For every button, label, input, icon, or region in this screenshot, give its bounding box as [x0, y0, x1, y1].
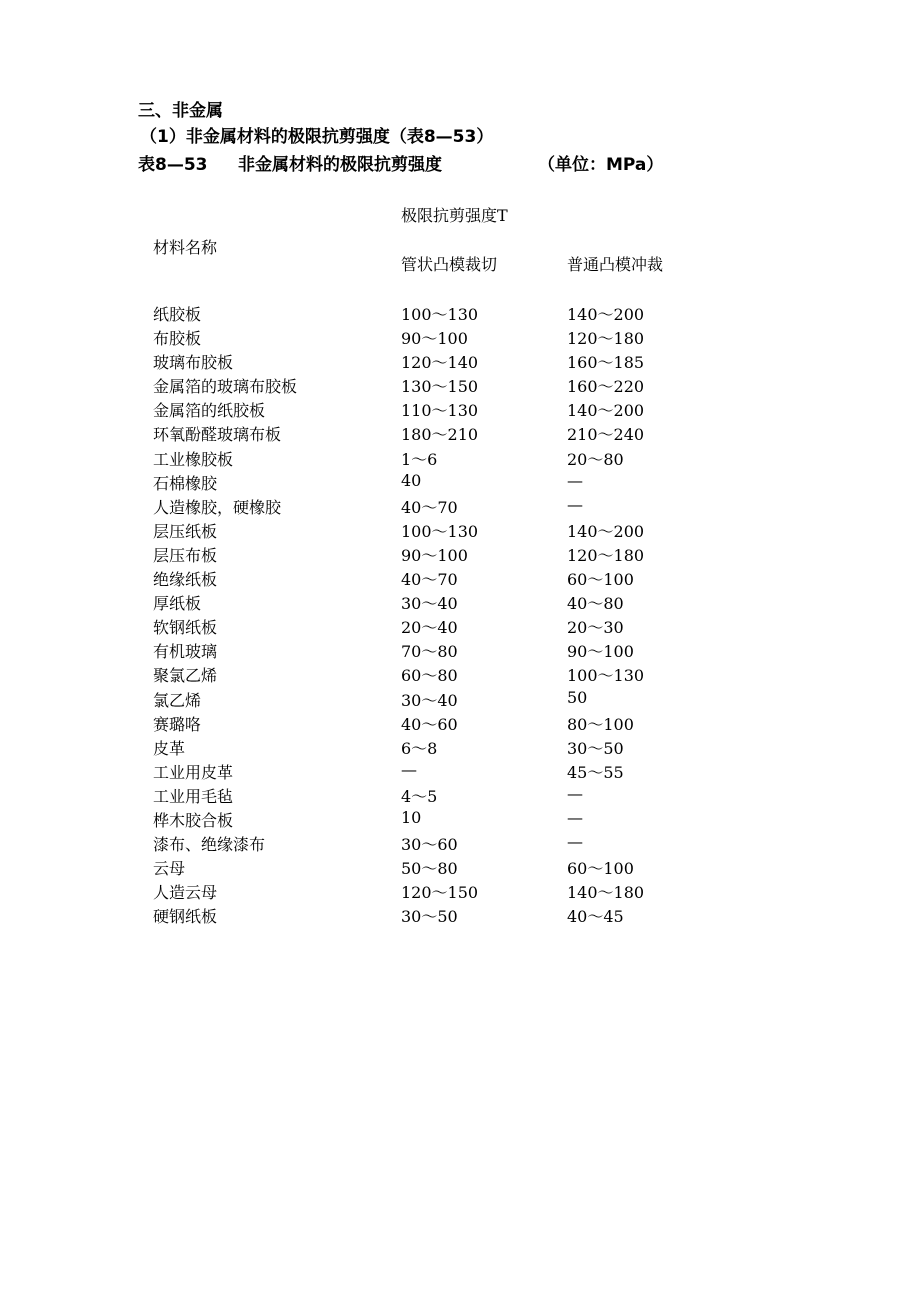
- tube-die-value-cell: 1～6: [401, 449, 438, 469]
- table-row: [0, 519, 920, 543]
- tube-die-value-cell: 90～100: [401, 329, 468, 349]
- table-row: [0, 326, 920, 350]
- table-row: [0, 398, 920, 422]
- normal-die-value-cell: 60～100: [567, 570, 634, 590]
- table-row: [0, 567, 920, 591]
- table-number: 表8—53: [138, 155, 208, 175]
- table-body: [0, 302, 920, 928]
- tube-die-value-cell: 100～130: [401, 521, 479, 541]
- material-name-cell: 金属箔的玻璃布胶板: [153, 377, 298, 397]
- tube-die-value-cell: 20～40: [401, 618, 458, 638]
- table-row: [0, 736, 920, 760]
- table-unit: （单位：MPa）: [538, 155, 664, 175]
- material-name-cell: 漆布、绝缘漆布: [153, 835, 266, 855]
- table-row: [0, 422, 920, 446]
- normal-die-value-cell: 60～100: [567, 859, 634, 879]
- tube-die-value-cell: —: [401, 759, 417, 779]
- material-name-cell: 层压布板: [153, 545, 218, 565]
- normal-die-value-cell: 140～180: [567, 883, 645, 903]
- normal-die-value-cell: 160～220: [567, 377, 645, 397]
- tube-die-value-cell: 30～50: [401, 907, 458, 927]
- material-name-cell: 纸胶板: [153, 305, 202, 324]
- tube-die-value-cell: 180～210: [401, 425, 479, 445]
- table-row: [0, 832, 920, 856]
- material-name-cell: 层压纸板: [153, 521, 218, 541]
- table-row: [0, 639, 920, 663]
- material-name-cell: 软钢纸板: [153, 618, 218, 638]
- normal-die-value-cell: 120～180: [567, 545, 645, 565]
- normal-die-value-cell: 20～80: [567, 449, 624, 469]
- table-row: [0, 904, 920, 928]
- tube-die-value-cell: 30～40: [401, 690, 458, 710]
- tube-die-value-cell: 120～140: [401, 353, 479, 373]
- material-name-cell: 赛璐咯: [153, 714, 202, 734]
- normal-die-value-cell: 45～55: [567, 762, 624, 782]
- material-name-cell: 人造橡胶，硬橡胶: [153, 497, 282, 517]
- tube-die-value-cell: 40: [401, 470, 422, 490]
- normal-die-value-cell: 80～100: [567, 714, 634, 734]
- material-name-cell: 皮革: [153, 738, 186, 758]
- table-row: [0, 808, 920, 832]
- tube-die-value-cell: 10: [401, 807, 422, 827]
- tube-die-value-cell: 100～130: [401, 305, 479, 324]
- normal-die-value-cell: 20～30: [567, 618, 624, 638]
- normal-die-value-cell: 90～100: [567, 642, 634, 662]
- column-header-tube-die: 管状凸模裁切: [401, 255, 498, 274]
- tube-die-value-cell: 40～70: [401, 497, 458, 517]
- normal-die-value-cell: 120～180: [567, 329, 645, 349]
- tube-die-value-cell: 4～5: [401, 786, 438, 806]
- material-name-cell: 工业用毛毡: [153, 786, 234, 806]
- tube-die-value-cell: 90～100: [401, 545, 468, 565]
- table-row: [0, 615, 920, 639]
- subsection-title: （1）非金属材料的极限抗剪强度（表8—53）: [140, 127, 494, 147]
- normal-die-value-cell: —: [567, 470, 583, 490]
- material-name-cell: 工业橡胶板: [153, 449, 234, 469]
- tube-die-value-cell: 30～60: [401, 835, 458, 855]
- material-name-cell: 云母: [153, 859, 186, 879]
- normal-die-value-cell: 140～200: [567, 521, 645, 541]
- table-row: [0, 663, 920, 687]
- tube-die-value-cell: 40～60: [401, 714, 458, 734]
- table-caption: [138, 150, 663, 175]
- table-title: 非金属材料的极限抗剪强度: [238, 155, 442, 175]
- column-group-header: 极限抗剪强度T: [401, 206, 508, 225]
- column-header-material: 材料名称: [153, 238, 218, 257]
- material-name-cell: 氯乙烯: [153, 690, 202, 710]
- section-title: 三、非金属: [138, 101, 223, 121]
- table-row: [0, 760, 920, 784]
- normal-die-value-cell: —: [567, 783, 583, 803]
- material-name-cell: 玻璃布胶板: [153, 353, 234, 373]
- table-row: [0, 495, 920, 519]
- table-row: [0, 350, 920, 374]
- normal-die-value-cell: 40～45: [567, 907, 624, 927]
- column-header-normal-die: 普通凸模冲裁: [567, 255, 664, 274]
- normal-die-value-cell: —: [567, 494, 583, 514]
- normal-die-value-cell: 160～185: [567, 353, 645, 373]
- tube-die-value-cell: 40～70: [401, 570, 458, 590]
- table-row: [0, 471, 920, 495]
- tube-die-value-cell: 110～130: [401, 401, 479, 421]
- material-name-cell: 绝缘纸板: [153, 570, 218, 590]
- table-row: [0, 856, 920, 880]
- table-row: [0, 447, 920, 471]
- tube-die-value-cell: 130～150: [401, 377, 479, 397]
- material-name-cell: 石棉橡胶: [153, 473, 218, 493]
- table-row: [0, 880, 920, 904]
- material-name-cell: 聚氯乙烯: [153, 666, 218, 686]
- table-row: [0, 784, 920, 808]
- normal-die-value-cell: 30～50: [567, 738, 624, 758]
- tube-die-value-cell: 6～8: [401, 738, 438, 758]
- material-name-cell: 硬钢纸板: [153, 907, 218, 927]
- material-name-cell: 金属箔的纸胶板: [153, 401, 266, 421]
- tube-die-value-cell: 120～150: [401, 883, 479, 903]
- normal-die-value-cell: —: [567, 832, 583, 852]
- material-name-cell: 厚纸板: [153, 594, 202, 614]
- material-name-cell: 环氧酚醛玻璃布板: [153, 425, 282, 445]
- tube-die-value-cell: 30～40: [401, 594, 458, 614]
- normal-die-value-cell: —: [567, 807, 583, 827]
- normal-die-value-cell: 140～200: [567, 401, 645, 421]
- table-row: [0, 688, 920, 712]
- normal-die-value-cell: 210～240: [567, 425, 645, 445]
- tube-die-value-cell: 60～80: [401, 666, 458, 686]
- material-name-cell: 人造云母: [153, 883, 218, 903]
- normal-die-value-cell: 40～80: [567, 594, 624, 614]
- table-row: [0, 712, 920, 736]
- material-name-cell: 工业用皮革: [153, 762, 234, 782]
- material-name-cell: 桦木胶合板: [153, 810, 234, 830]
- table-row: [0, 374, 920, 398]
- table-row: [0, 591, 920, 615]
- normal-die-value-cell: 50: [567, 687, 588, 707]
- table-row: [0, 302, 920, 326]
- material-name-cell: 布胶板: [153, 329, 202, 349]
- tube-die-value-cell: 50～80: [401, 859, 458, 879]
- material-name-cell: 有机玻璃: [153, 642, 218, 662]
- tube-die-value-cell: 70～80: [401, 642, 458, 662]
- normal-die-value-cell: 140～200: [567, 305, 645, 324]
- normal-die-value-cell: 100～130: [567, 666, 645, 686]
- table-row: [0, 543, 920, 567]
